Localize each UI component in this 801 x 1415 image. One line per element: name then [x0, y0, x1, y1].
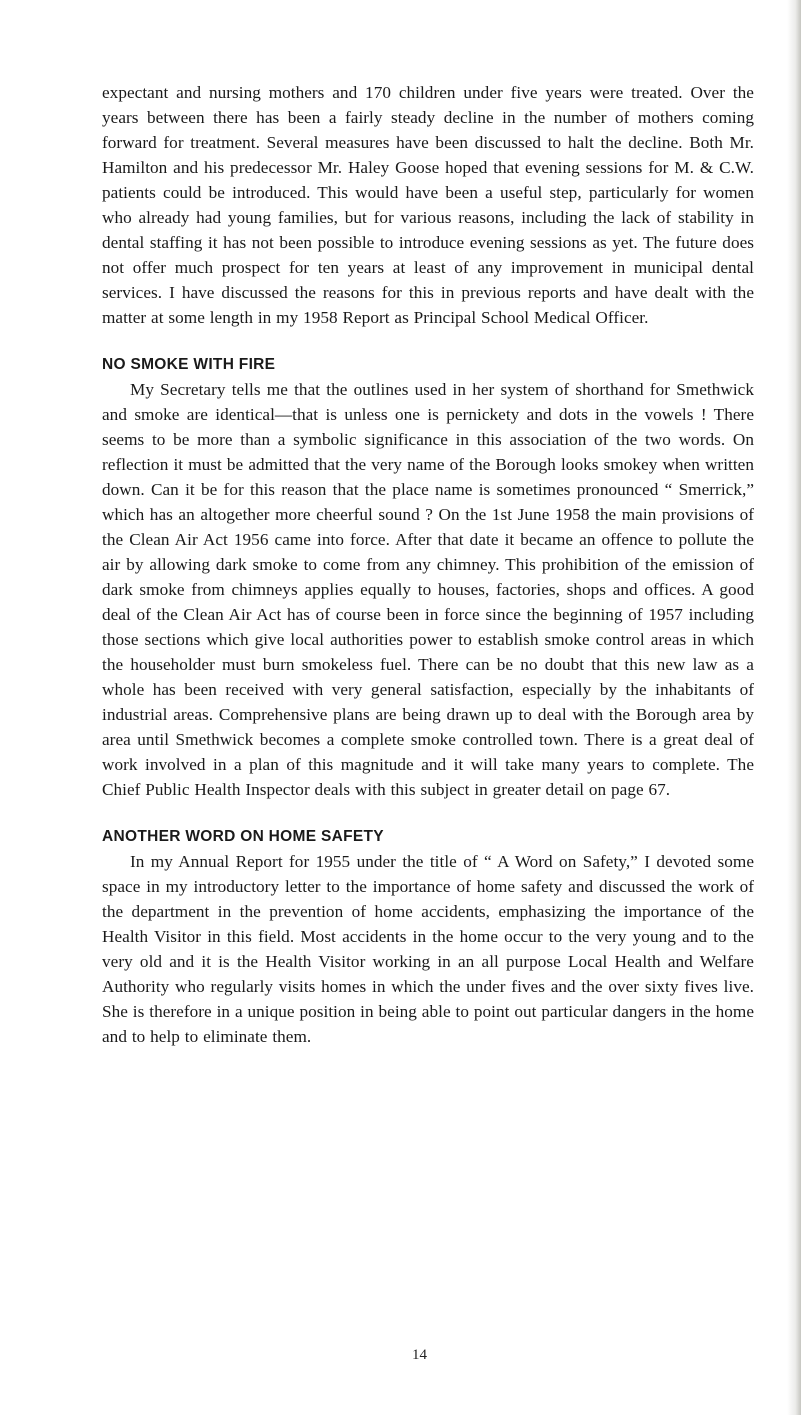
document-page: [102, 80, 754, 1049]
page-edge-shadow: [787, 0, 801, 1415]
heading-no-smoke-with-fire: NO SMOKE WITH FIRE: [102, 356, 276, 373]
section-spacer: [102, 330, 754, 352]
section-spacer: [102, 802, 754, 824]
paragraph-home-safety: In my Annual Report for 1955 under the title of “ A Word on Safety,” I devoted some space in my introductory letter to the importance of home safety and discussed the work of the department in the prevention of home accidents, emphasizing the importance of the Health Visitor in this field. Most accidents in the home occur to the very young and to the very old and it is the Health Visitor working in an all purpose Local Health and Welfare Authority who regularly visits homes in which the under fives and the over sixty fives live. She is therefore in a unique position in being able to point out particular dangers in the home and to help to eliminate them.: [102, 852, 754, 1046]
paragraph-dental-services: expectant and nursing mothers and 170 children under five years were treated. Over the years between there has been a fairly steady decline in the number of mothers coming forward for treatment. Several measures have been discussed to halt the decline. Both Mr. Hamilton and his predecessor Mr. Haley Goose hoped that evening sessions for M. & C.W. patients could be introduced. This would have been a useful step, particularly for women who already had young families, but for various reasons, including the lack of stability in dental staffing it has not been possible to introduce evening sessions as yet. The future does not offer much prospect for ten years at least of any improvement in municipal dental services. I have discussed the reasons for this in previous reports and have dealt with the matter at some length in my 1958 Report as Principal School Medical Officer.: [102, 83, 754, 327]
page-number: 14: [412, 1347, 427, 1363]
paragraph-clean-air: My Secretary tells me that the outlines used in her system of shorthand for Smethwick and smoke are identical—that is unless one is pernickety and dots in the vowels ! There seems to be more than a symbolic significance in this association of the two words. On reflection it must be admitted that the very name of the Borough looks smokey when written down. Can it be for this reason that the place name is sometimes pronounced “ Smerrick,” which has an altogether more cheerful sound ? On the 1st June 1958 the main provisions of the Clean Air Act 1956 came into force. After that date it became an offence to pollute the air by allowing dark smoke to come from any chimney. This prohibition of the emission of dark smoke from chimneys applies equally to houses, factories, shops and offices. A good deal of the Clean Air Act has of course been in force since the beginning of 1957 including those sections which give local authorities power to establish smoke control areas in which the householder must burn smokeless fuel. There can be no doubt that this new law as a whole has been received with very general satisfaction, especially by the inhabitants of industrial areas. Comprehensive plans are being drawn up to deal with the Borough area by area until Smethwick becomes a complete smoke controlled town. There is a great deal of work involved in a plan of this magnitude and it will take many years to complete. The Chief Public Health Inspector deals with this subject in greater detail on page 67.: [102, 380, 754, 799]
heading-home-safety: ANOTHER WORD ON HOME SAFETY: [102, 828, 384, 845]
